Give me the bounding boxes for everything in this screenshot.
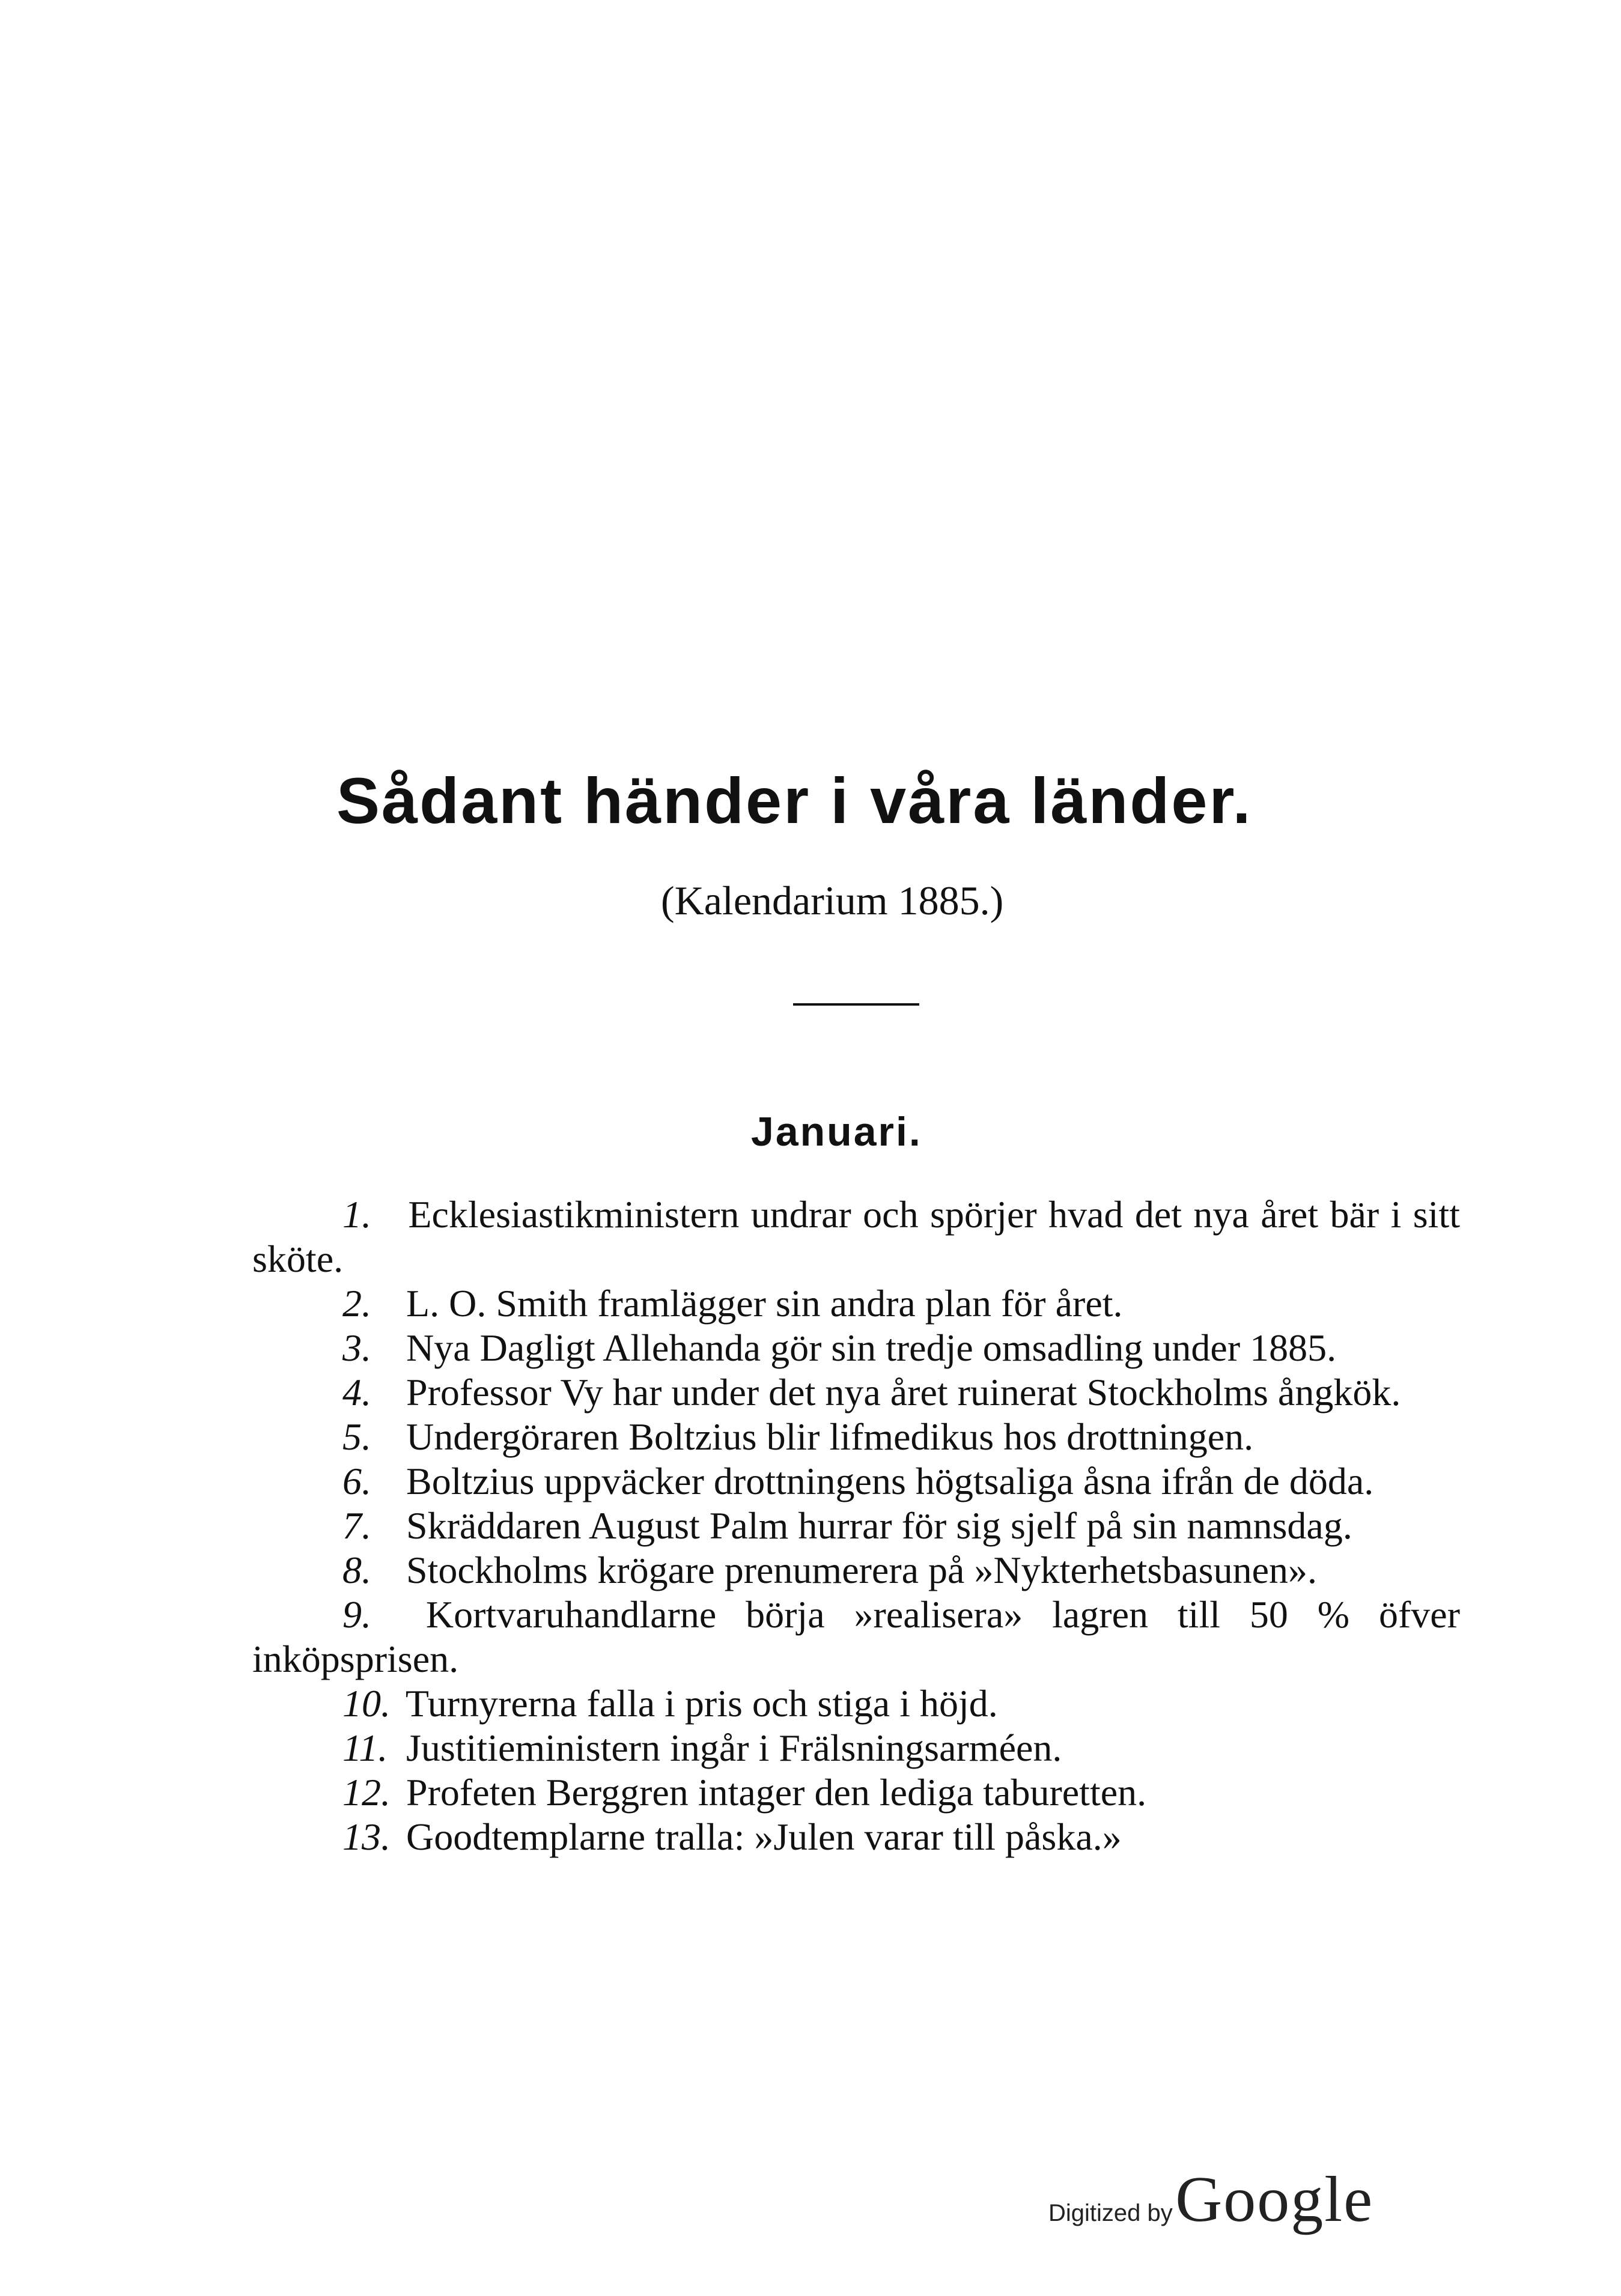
list-item xyxy=(252,1504,1460,1548)
entry-number: 10. xyxy=(342,1682,391,1725)
entry-list xyxy=(252,1192,1460,1859)
entry-text: L. O. Smith framlägger sin andra plan för året. xyxy=(406,1282,1123,1325)
entry-number: 3. xyxy=(342,1326,371,1369)
entry-number: 7. xyxy=(342,1504,371,1547)
list-item xyxy=(252,1326,1460,1370)
entry-text: Stockholms krögare prenumerera på »Nykterhetsbasunen». xyxy=(406,1549,1317,1591)
google-logo: Google xyxy=(1175,2164,1374,2235)
list-item xyxy=(252,1593,1460,1681)
month-heading: Januari. xyxy=(751,1109,922,1155)
entry-number: 1. xyxy=(342,1193,371,1236)
entry-text: Nya Dagligt Allehanda gör sin tredje omsadling under 1885. xyxy=(406,1326,1337,1369)
page-title: Sådant händer i våra länder. xyxy=(336,764,1253,837)
entry-number: 6. xyxy=(342,1460,371,1502)
list-item xyxy=(252,1370,1460,1415)
entry-text: Justitieministern ingår i Frälsningsarméen. xyxy=(406,1727,1062,1769)
list-item xyxy=(252,1281,1460,1326)
list-item xyxy=(252,1681,1460,1726)
entry-number: 11. xyxy=(342,1727,388,1769)
entry-number: 13. xyxy=(342,1815,391,1858)
section-divider xyxy=(793,1003,919,1006)
entry-text: Profeten Berggren intager den lediga taburetten. xyxy=(406,1771,1147,1814)
entry-text: Goodtemplarne tralla: »Julen varar till påska.» xyxy=(406,1815,1122,1858)
list-item xyxy=(252,1726,1460,1770)
entry-text: Ecklesiastikministern undrar och spörjer hvad det nya året bär i sitt sköte. xyxy=(252,1193,1461,1280)
entry-number: 2. xyxy=(342,1282,371,1325)
watermark-prefix: Digitized by xyxy=(1048,2200,1173,2226)
list-item xyxy=(252,1548,1460,1593)
entry-number: 5. xyxy=(342,1415,371,1458)
list-item xyxy=(252,1192,1460,1281)
entry-text: Kortvaruhandlarne börja »realisera» lagren till 50 % öfver inköpsprisen. xyxy=(252,1593,1461,1680)
list-item xyxy=(252,1815,1460,1859)
list-item xyxy=(252,1415,1460,1459)
entry-text: Turnyrerna falla i pris och stiga i höjd. xyxy=(405,1682,998,1725)
entry-text: Skräddaren August Palm hurrar för sig sjelf på sin namnsdag. xyxy=(406,1504,1352,1547)
entry-text: Undergöraren Boltzius blir lifmedikus hos drottningen. xyxy=(406,1415,1254,1458)
list-item xyxy=(252,1459,1460,1504)
entry-number: 8. xyxy=(342,1549,371,1591)
entry-number: 4. xyxy=(342,1371,371,1414)
entry-text: Boltzius uppväcker drottningens högtsaliga åsna ifrån de döda. xyxy=(406,1460,1374,1502)
entry-number: 12. xyxy=(342,1771,391,1814)
subtitle: (Kalendarium 1885.) xyxy=(661,878,1004,923)
entry-text: Professor Vy har under det nya året ruinerat Stockholms ångkök. xyxy=(406,1371,1401,1414)
digitized-by-watermark xyxy=(1048,2163,1373,2237)
list-item xyxy=(252,1770,1460,1815)
entry-number: 9. xyxy=(342,1593,371,1636)
